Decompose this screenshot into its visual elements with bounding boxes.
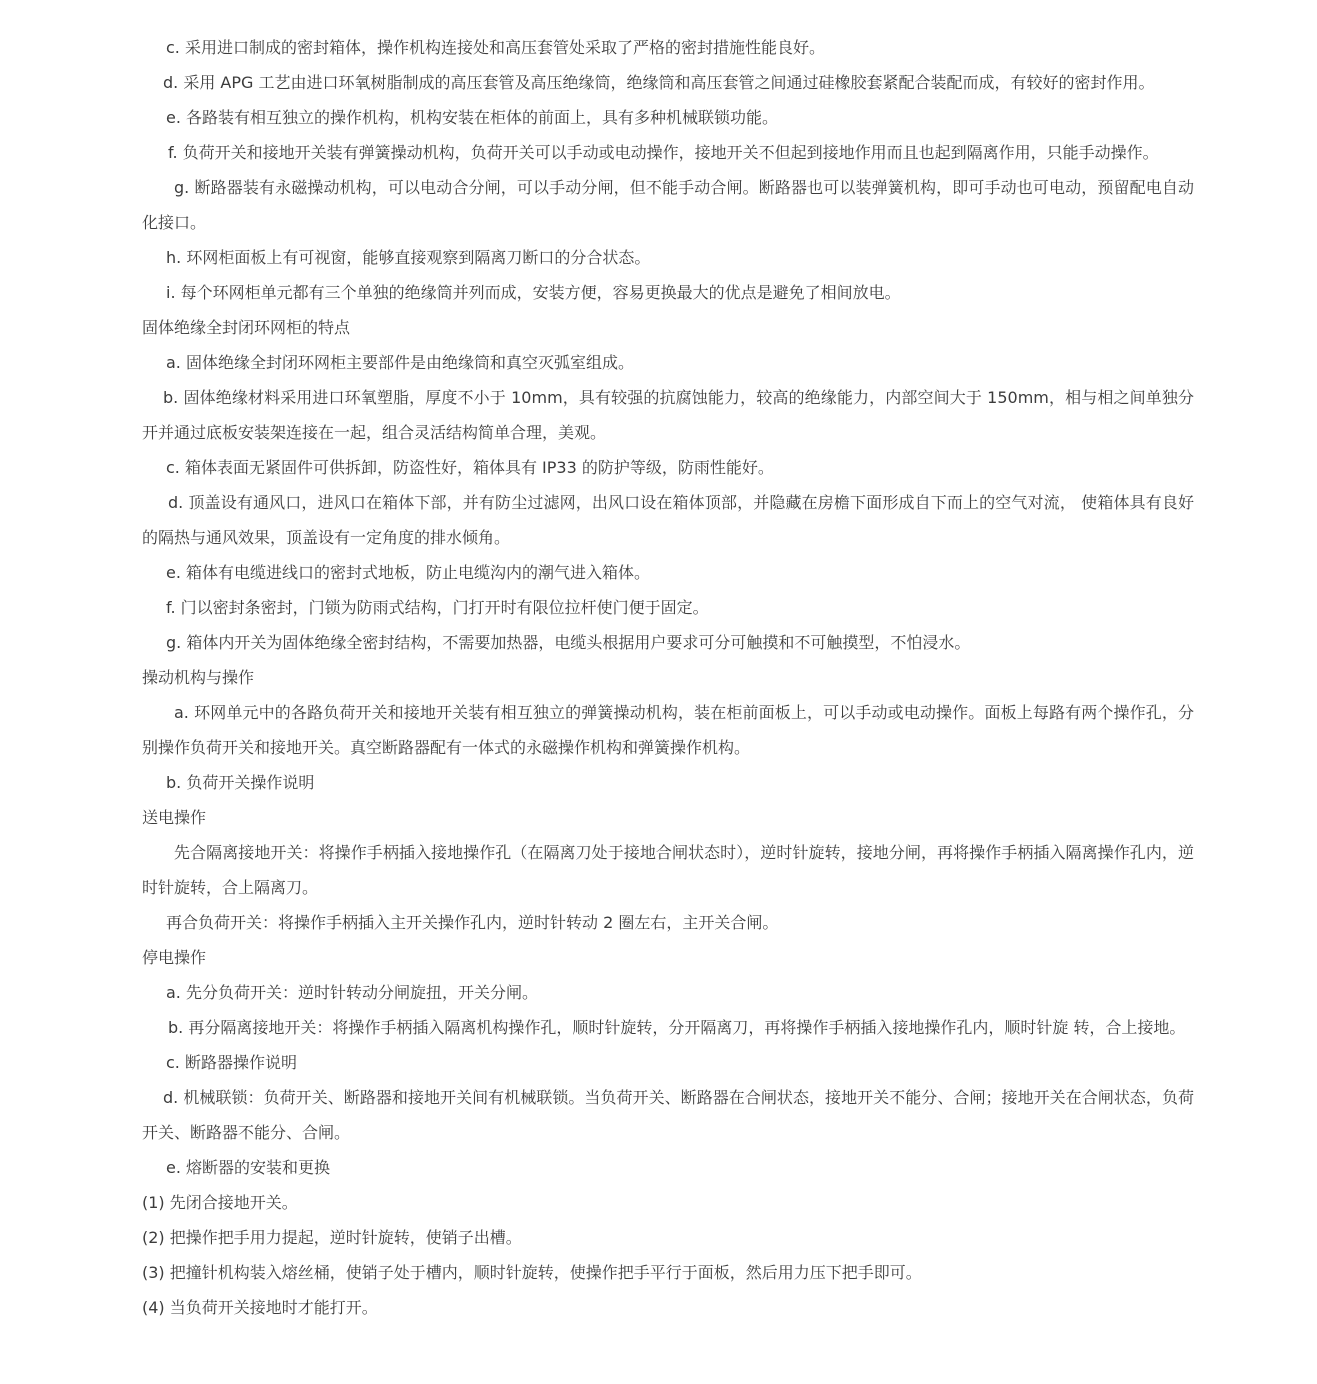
paragraph: d. 机械联锁：负荷开关、断路器和接地开关间有机械联锁。当负荷开关、断路器在合闸状态，接地开关不能分、合闸；接地开关在合闸状态，负荷开关、断路器不能分、合闸。 [142, 1088, 1194, 1142]
paragraph: i. 每个环网柜单元都有三个单独的绝缘筒并列而成，安装方便，容易更换最大的优点是避免了相间放电。 [166, 283, 901, 302]
paragraph: a. 先分负荷开关：逆时针转动分闸旋扭，开关分闸。 [166, 983, 538, 1002]
paragraph: a. 环网单元中的各路负荷开关和接地开关装有相互独立的弹簧操动机构，装在柜前面板上，可以手动或电动操作。面板上每路有两个操作孔，分别操作负荷开关和接地开关。真空断路器配有一体式的永磁操作机构和弹簧操作机构。 [142, 703, 1194, 757]
section-heading: 固体绝缘全封闭环网柜的特点 [142, 318, 351, 337]
paragraph: b. 负荷开关操作说明 [166, 773, 315, 792]
paragraph: c. 箱体表面无紧固件可供拆卸，防盗性好，箱体具有 IP33 的防护等级，防雨性能好。 [166, 458, 774, 477]
paragraph: g. 断路器装有永磁操动机构，可以电动合分闸，可以手动分闸，但不能手动合闸。断路器也可以装弹簧机构，即可手动也可电动，预留配电自动化接口。 [142, 178, 1194, 232]
section-heading: 送电操作 [142, 808, 207, 827]
document-body [142, 30, 1194, 1325]
paragraph: g. 箱体内开关为固体绝缘全密封结构，不需要加热器，电缆头根据用户要求可分可触摸和不可触摸型，不怕浸水。 [166, 633, 971, 652]
paragraph: e. 各路装有相互独立的操作机构，机构安装在柜体的前面上，具有多种机械联锁功能。 [166, 108, 779, 127]
paragraph: e. 熔断器的安装和更换 [166, 1158, 331, 1177]
paragraph: e. 箱体有电缆进线口的密封式地板，防止电缆沟内的潮气进入箱体。 [166, 563, 651, 582]
paragraph: c. 断路器操作说明 [166, 1053, 297, 1072]
paragraph: b. 再分隔离接地开关：将操作手柄插入隔离机构操作孔，顺时针旋转，分开隔离刀，再将操作手柄插入接地操作孔内，顺时针旋 转，合上接地。 [168, 1018, 1186, 1037]
section-heading: 操动机构与操作 [142, 668, 255, 687]
list-item: (3) 把撞针机构装入熔丝桶，使销子处于槽内，顺时针旋转，使操作把手平行于面板，然后用力压下把手即可。 [142, 1263, 922, 1282]
paragraph: f. 门以密封条密封，门锁为防雨式结构，门打开时有限位拉杆使门便于固定。 [166, 598, 709, 617]
section-heading: 停电操作 [142, 948, 207, 967]
list-item: (4) 当负荷开关接地时才能打开。 [142, 1298, 378, 1317]
paragraph: b. 固体绝缘材料采用进口环氧塑脂，厚度不小于 10mm，具有较强的抗腐蚀能力，较高的绝缘能力，内部空间大于 150mm，相与相之间单独分开并通过底板安装架连接在一起，组合灵活结构简单合理，美观。 [142, 388, 1194, 442]
paragraph: d. 采用 APG 工艺由进口环氧树脂制成的高压套管及高压绝缘筒，绝缘筒和高压套管之间通过硅橡胶套紧配合装配而成，有较好的密封作用。 [163, 73, 1155, 92]
paragraph: d. 顶盖设有通风口，进风口在箱体下部，并有防尘过滤网，出风口设在箱体顶部，并隐藏在房檐下面形成自下而上的空气对流， 使箱体具有良好的隔热与通风效果，顶盖设有一定角度的排水倾角。 [142, 493, 1194, 547]
list-item: (1) 先闭合接地开关。 [142, 1193, 298, 1212]
paragraph: 先合隔离接地开关：将操作手柄插入接地操作孔（在隔离刀处于接地合闸状态时），逆时针旋转，接地分闸，再将操作手柄插入隔离操作孔内，逆时针旋转，合上隔离刀。 [142, 843, 1194, 897]
paragraph: c. 采用进口制成的密封箱体，操作机构连接处和高压套管处采取了严格的密封措施性能良好。 [166, 38, 825, 57]
list-item: (2) 把操作把手用力提起，逆时针旋转，使销子出槽。 [142, 1228, 522, 1247]
paragraph: a. 固体绝缘全封闭环网柜主要部件是由绝缘筒和真空灭弧室组成。 [166, 353, 634, 372]
paragraph: f. 负荷开关和接地开关装有弹簧操动机构，负荷开关可以手动或电动操作，接地开关不但起到接地作用而且也起到隔离作用，只能手动操作。 [168, 143, 1159, 162]
paragraph: h. 环网柜面板上有可视窗，能够直接观察到隔离刀断口的分合状态。 [166, 248, 651, 267]
paragraph: 再合负荷开关：将操作手柄插入主开关操作孔内，逆时针转动 2 圈左右，主开关合闸。 [166, 913, 779, 932]
